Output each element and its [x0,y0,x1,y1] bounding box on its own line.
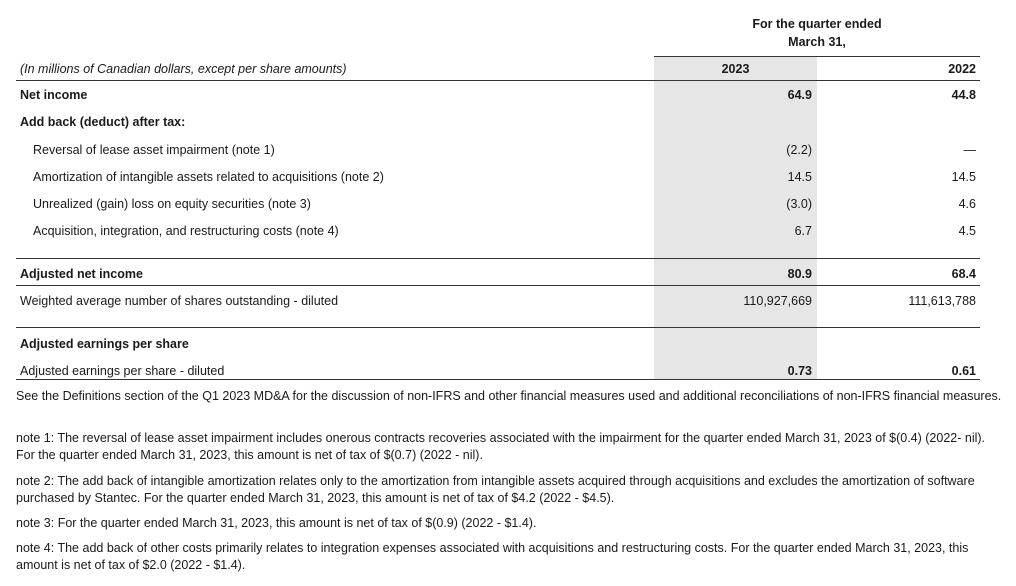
add-back-heading: Add back (deduct) after tax: [20,115,186,129]
note-3: note 3: For the quarter ended March 31, 2023, this amount is net of tax of $(0.9) (2022 - $1.4). [16,516,537,530]
adjusted-eps-2023: 0.73 [787,364,812,378]
amortization-2023: 14.5 [787,170,812,184]
highlight-column-2023 [654,57,817,379]
weighted-shares-2023: 110,927,669 [743,294,812,308]
acquisition-2023: 6.7 [794,224,812,238]
adjusted-eps-2022: 0.61 [951,364,976,378]
amortization-label: Amortization of intangible assets related to acquisitions (note 2) [33,170,384,184]
header-rule [654,56,980,57]
note-4: note 4: The add back of other costs primarily relates to integration expenses associated with acquisitions and restructuring costs. For the quarter ended March 31, 2023, this amount is net of tax of $2.0 (2022 - $1.4). [16,541,969,572]
eps-section-rule [16,327,980,328]
acquisition-2022: 4.5 [958,224,976,238]
table-bottom-rule [16,379,980,380]
amortization-2022: 14.5 [951,170,976,184]
col-header-2022: 2022 [948,62,976,76]
adjusted-net-income-2023: 80.9 [787,267,812,281]
note-2: note 2: The add back of intangible amortization relates only to the amortization from intangible assets acquired through acquisitions and excludes the amortization of software purchased by Stantec. For the quarter ended March 31, 2023, this amount is net of tax of $4.2 (2022 - $4.5). [16,474,975,505]
lease-impairment-2023: (2.2) [786,143,812,157]
lease-impairment-label: Reversal of lease asset impairment (note 1) [33,143,275,157]
net-income-2023: 64.9 [787,88,812,102]
subtotal-rule [16,258,980,259]
net-income-2022: 44.8 [951,88,976,102]
col-header-2023: 2023 [721,62,750,76]
acquisition-label: Acquisition, integration, and restructuring costs (note 4) [33,224,339,238]
unrealized-label: Unrealized (gain) loss on equity securities (note 3) [33,197,311,211]
unrealized-2023: (3.0) [786,197,812,211]
note-1: note 1: The reversal of lease asset impairment includes onerous contracts recoveries associated with the impairment for the quarter ended March 31, 2023 of $(0.4) (2022- nil). For the quarter ended March 31, 2023, this amount is net of tax of $(0.7) (2022 - nil). [16,431,986,462]
net-income-label: Net income [20,88,88,102]
adjusted-net-income-label: Adjusted net income [20,267,143,281]
period-line-1: For the quarter ended [752,17,882,31]
unrealized-2022: 4.6 [958,197,976,211]
period-header [654,15,980,51]
adjusted-eps-label: Adjusted earnings per share - diluted [20,364,225,378]
weighted-shares-label: Weighted average number of shares outstanding - diluted [20,294,339,308]
definitions-note: See the Definitions section of the Q1 2023 MD&A for the discussion of non-IFRS and other financial measures used and additional reconciliations of non-IFRS financial measures. [16,389,1002,403]
adjusted-net-income-rule [16,285,980,286]
units-note: (In millions of Canadian dollars, except per share amounts) [20,62,347,76]
adjusted-net-income-2022: 68.4 [951,267,976,281]
lease-impairment-2022: — [963,143,976,157]
adjusted-eps-heading: Adjusted earnings per share [20,337,189,351]
table-top-rule [16,80,980,81]
weighted-shares-2022: 111,613,788 [908,294,976,308]
period-line-2: March 31, [788,35,846,49]
